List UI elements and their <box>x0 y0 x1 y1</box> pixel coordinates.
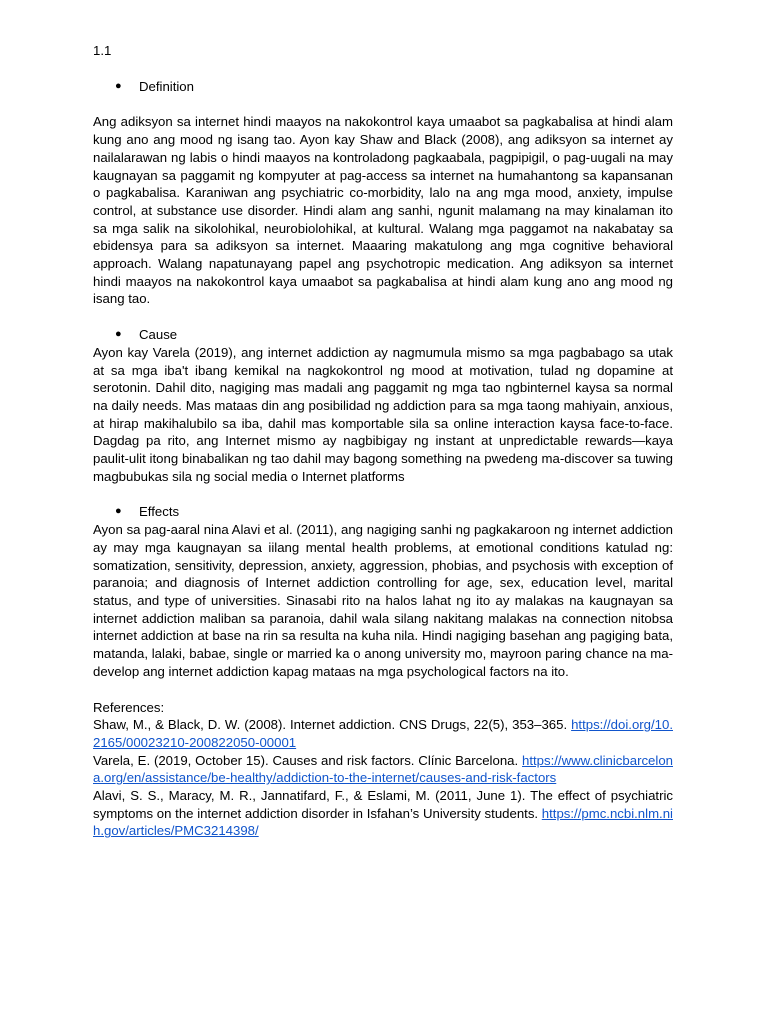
reference-item <box>93 716 673 751</box>
definition-paragraph: Ang adiksyon sa internet hindi maayos na nakokontrol kaya umaabot sa pagkabalisa at hindi alam kung ano ang mood ng isang tao. Ayon kay Shaw and Black (2008), ang adiksyon sa internet ay nailalarawan ng labis o hindi maayos na kontroladong pagkaabala, pagpipigil, o pag-uugali na may kaugnayan sa paggamit ng kompyuter at pag-access sa internet na humahantong sa kapansanan o pagkabalisa. Karaniwan ang psychiatric co-morbidity, lalo na ang mga mood, anxiety, impulse control, at substance use disorder. Hindi alam ang sanhi, ngunit malamang na may kinalaman ito sa mga salik na sikolohikal, neurobiolohikal, at kultural. Walang mga paggamot na nakabatay sa ebidensya para sa adiksyon sa internet. Maaaring makatulong ang mga cognitive behavioral approach. Walang napatunayang papel ang psychotropic medication. Ang adiksyon sa internet hindi maayos na nakokontrol kaya umaabot sa pagkabalisa at hindi alam kung ano ang mood ng isang tao. <box>93 114 673 307</box>
heading-label: Definition <box>139 78 194 94</box>
reference-link[interactable]: https://pmc.ncbi.nlm.nih.gov/articles/PMC3214398/ <box>93 805 673 839</box>
section-number: 1.1 <box>93 43 112 58</box>
references-title: References: <box>93 699 165 715</box>
reference-link[interactable]: https://www.clinicbarcelona.org/en/assistance/be-healthy/addiction-to-the-internet/causes-and-risk-factors <box>93 752 673 786</box>
bullet-icon: ● <box>115 328 122 341</box>
reference-link[interactable]: https://doi.org/10.2165/00023210-200822050-00001 <box>93 717 673 750</box>
cause-paragraph: Ayon kay Varela (2019), ang internet addiction ay nagmumula mismo sa mga pagbabago sa utak at sa mga iba't ibang kemikal na nagkokontrol ng mood at motivation, tulad ng dopamine at serotonin. Dahil dito, nagiging mas madali ang paggamit ng mga tao ngbinternel kaysa sa normal na daily needs. Mas mataas din ang posibilidad ng addiction para sa mga taong mahiyain, anxious, at hirap makihalubilo sa iba, dahil mas komportable sila sa online interaction kaysa face-to-face. Dagdag pa rito, ang Internet mismo ay nagbibigay ng instant at unpredictable rewards—kaya paulit-ulit itong binabalikan ng tao dahil may bagong something na pwedeng ma-discover sa tuwing magbubukas sila ng social media o Internet platforms <box>93 344 673 484</box>
heading-label: Effects <box>139 504 180 520</box>
heading-label: Cause <box>139 327 178 343</box>
reference-text: Shaw, M., & Black, D. W. (2008). Internet addiction. CNS Drugs, 22(5), 353–365. <box>93 717 568 733</box>
bullet-icon: ● <box>115 79 122 92</box>
reference-item <box>93 787 673 840</box>
reference-item <box>93 752 673 787</box>
reference-text: Varela, E. (2019, October 15). Causes and risk factors. Clínic Barcelona. <box>93 752 519 768</box>
heading-cause <box>93 326 673 344</box>
heading-effects <box>93 503 673 521</box>
effects-paragraph: Ayon sa pag-aaral nina Alavi et al. (2011), ang nagiging sanhi ng pagkakaroon ng internet addiction ay may mga kaugnayan sa iilang mental health problems, at emotional conditions katulad ng: somatization, sensitivity, depression, anxiety, aggression, phobias, and psychosis with exception of paranoia; and diagnosis of Internet addiction controlling for age, sex, education level, marital status, and type of universities. Sinasabi rito na halos lahat ng ito ay malakas na kaugnayan sa internet addiction maliban sa paranoia, dahil wala silang nakitang malakas na connection nitobsa internet addiction at base na rin sa resulta na kuha nila. Hindi nagiging basehan ang pagiging bata, matanda, lalaki, babae, single or married ka o anong university mo, mayroon paring chance na ma-develop ang internet addiction kapag mataas na mga psychological factors na ito. <box>93 522 673 679</box>
bullet-icon: ● <box>115 505 122 518</box>
document-content <box>93 42 673 840</box>
heading-definition <box>93 78 673 96</box>
reference-text: Alavi, S. S., Maracy, M. R., Jannatifard, F., & Eslami, M. (2011, June 1). The effect of psychiatric symptoms on the internet addiction disorder in Isfahan’s University students. <box>93 788 673 821</box>
